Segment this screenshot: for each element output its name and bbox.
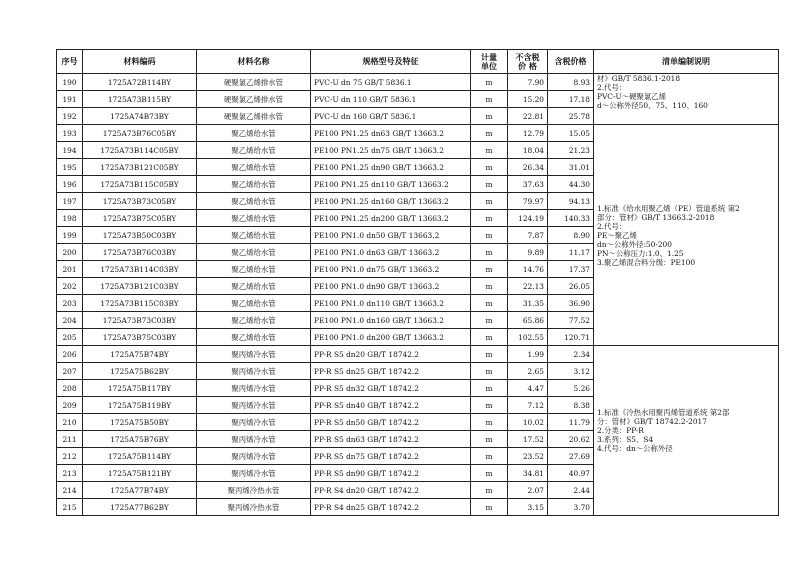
cell-name: 聚丙烯冷水管 — [197, 346, 311, 363]
cell-code: 1725A73B73C05BY — [83, 193, 197, 210]
cell-name: 聚丙烯冷水管 — [197, 397, 311, 414]
cell-code: 1725A75B119BY — [83, 397, 197, 414]
cell-name: 聚丙烯冷水管 — [197, 380, 311, 397]
cell-no: 212 — [57, 448, 83, 465]
cell-spec: PE100 PN1.25 dn110 GB/T 13663.2 — [311, 176, 471, 193]
cell-name: 聚丙烯冷水管 — [197, 431, 311, 448]
cell-code: 1725A73B115BY — [83, 91, 197, 108]
cell-name: 聚乙烯给水管 — [197, 278, 311, 295]
cell-price-ex: 3.15 — [508, 499, 548, 516]
cell-unit: m — [471, 346, 508, 363]
cell-price-in: 3.70 — [548, 499, 594, 516]
cell-spec: PP-R S5 dn20 GB/T 18742.2 — [311, 346, 471, 363]
header-unit-line2: 单位 — [481, 60, 497, 71]
cell-unit: m — [471, 278, 508, 295]
table-row — [57, 74, 779, 91]
cell-spec: PP-R S5 dn50 GB/T 18742.2 — [311, 414, 471, 431]
note-line: 2.代号： — [597, 83, 627, 92]
cell-no: 196 — [57, 176, 83, 193]
cell-code: 1725A75B121BY — [83, 465, 197, 482]
cell-unit: m — [471, 91, 508, 108]
cell-price-ex: 10.02 — [508, 414, 548, 431]
cell-spec: PVC-U dn 75 GB/T 5836.1 — [311, 74, 471, 91]
cell-unit: m — [471, 210, 508, 227]
cell-price-ex: 102.55 — [508, 329, 548, 346]
cell-no: 200 — [57, 244, 83, 261]
cell-no: 215 — [57, 499, 83, 516]
note-line: dn～公称外径:50-200 — [597, 239, 672, 249]
header-price-ex-line2: 价 格 — [518, 60, 537, 71]
cell-name: 聚乙烯给水管 — [197, 193, 311, 210]
note-line: PN～公称压力:1.0、1.25 — [597, 248, 684, 258]
note-line: PE～聚乙烯 — [597, 230, 637, 240]
cell-spec: PE100 PN1.0 dn90 GB/T 13663.2 — [311, 278, 471, 295]
note-line: 1.标准《冷热水用聚丙烯管道系统 第2部 — [597, 408, 730, 417]
cell-price-in: 77.52 — [548, 312, 594, 329]
cell-code: 1725A72B114BY — [83, 74, 197, 91]
cell-unit: m — [471, 74, 508, 91]
cell-spec: PVC-U dn 110 GB/T 5836.1 — [311, 91, 471, 108]
cell-code: 1725A73B114C03BY — [83, 261, 197, 278]
cell-unit: m — [471, 380, 508, 397]
header-unit-line1: 计量 — [481, 51, 497, 62]
cell-code: 1725A73B115C03BY — [83, 295, 197, 312]
cell-price-in: 17.18 — [548, 91, 594, 108]
cell-unit: m — [471, 363, 508, 380]
note-line: 4.代号：dn～公称外径 — [597, 444, 673, 453]
cell-code: 1725A73B114C05BY — [83, 142, 197, 159]
cell-no: 206 — [57, 346, 83, 363]
cell-price-in: 40.97 — [548, 465, 594, 482]
cell-spec: PE100 PN1.0 dn50 GB/T 13663.2 — [311, 227, 471, 244]
note-cell-ppr — [594, 346, 779, 516]
cell-name: 聚乙烯给水管 — [197, 142, 311, 159]
cell-code: 1725A73B73C03BY — [83, 312, 197, 329]
note-cell-pe — [594, 125, 779, 346]
cell-price-in: 2.44 — [548, 482, 594, 499]
cell-unit: m — [471, 499, 508, 516]
cell-price-ex: 17.52 — [508, 431, 548, 448]
cell-no: 207 — [57, 363, 83, 380]
cell-unit: m — [471, 397, 508, 414]
cell-no: 202 — [57, 278, 83, 295]
cell-name: 聚丙烯冷热水管 — [197, 482, 311, 499]
table-row — [57, 346, 779, 363]
cell-name: 聚丙烯冷水管 — [197, 414, 311, 431]
cell-unit: m — [471, 108, 508, 125]
cell-code: 1725A75B117BY — [83, 380, 197, 397]
cell-code: 1725A75B74BY — [83, 346, 197, 363]
cell-no: 203 — [57, 295, 83, 312]
cell-code: 1725A75B114BY — [83, 448, 197, 465]
cell-no: 192 — [57, 108, 83, 125]
cell-no: 194 — [57, 142, 83, 159]
cell-spec: PE100 PN1.0 dn75 GB/T 13663.2 — [311, 261, 471, 278]
cell-unit: m — [471, 159, 508, 176]
cell-price-ex: 23.52 — [508, 448, 548, 465]
cell-name: 聚乙烯给水管 — [197, 312, 311, 329]
note-line: 3.系列：S5、S4 — [597, 435, 654, 444]
cell-no: 191 — [57, 91, 83, 108]
cell-name: 硬聚氯乙烯排水管 — [197, 108, 311, 125]
cell-name: 聚乙烯给水管 — [197, 227, 311, 244]
header-price-in: 含税价格 — [548, 50, 594, 74]
cell-no: 209 — [57, 397, 83, 414]
cell-code: 1725A73B76C03BY — [83, 244, 197, 261]
cell-name: 硬聚氯乙烯排水管 — [197, 91, 311, 108]
cell-spec: PP-R S5 dn63 GB/T 18742.2 — [311, 431, 471, 448]
note-cell-pvc — [594, 74, 779, 125]
cell-name: 聚乙烯给水管 — [197, 261, 311, 278]
cell-no: 190 — [57, 74, 83, 91]
cell-no: 205 — [57, 329, 83, 346]
cell-unit: m — [471, 142, 508, 159]
cell-no: 195 — [57, 159, 83, 176]
cell-spec: PE100 PN1.25 dn63 GB/T 13663.2 — [311, 125, 471, 142]
note-line: 材》GB/T 5836.1-2018 — [597, 74, 681, 83]
cell-price-ex: 7.90 — [508, 74, 548, 91]
cell-price-ex: 15.20 — [508, 91, 548, 108]
cell-price-ex: 65.86 — [508, 312, 548, 329]
cell-spec: PP-R S4 dn25 GB/T 18742.2 — [311, 499, 471, 516]
cell-code: 1725A73B121C03BY — [83, 278, 197, 295]
cell-price-in: 2.34 — [548, 346, 594, 363]
cell-spec: PP-R S5 dn40 GB/T 18742.2 — [311, 397, 471, 414]
table-row — [57, 125, 779, 142]
cell-price-in: 21.23 — [548, 142, 594, 159]
cell-price-in: 140.33 — [548, 210, 594, 227]
cell-spec: PP-R S5 dn25 GB/T 18742.2 — [311, 363, 471, 380]
header-spec: 规格型号及特征 — [311, 50, 471, 74]
cell-unit: m — [471, 261, 508, 278]
cell-name: 聚乙烯给水管 — [197, 176, 311, 193]
cell-no: 211 — [57, 431, 83, 448]
note-line: 3.聚乙烯混合料分级：PE100 — [597, 257, 696, 267]
cell-price-in: 94.13 — [548, 193, 594, 210]
cell-price-ex: 18.04 — [508, 142, 548, 159]
cell-code: 1725A77B74BY — [83, 482, 197, 499]
cell-code: 1725A73B115C05BY — [83, 176, 197, 193]
cell-price-in: 36.90 — [548, 295, 594, 312]
cell-name: 硬聚氯乙烯排水管 — [197, 74, 311, 91]
cell-price-ex: 22.13 — [508, 278, 548, 295]
cell-unit: m — [471, 465, 508, 482]
cell-price-ex: 9.89 — [508, 244, 548, 261]
cell-name: 聚乙烯给水管 — [197, 210, 311, 227]
cell-unit: m — [471, 414, 508, 431]
header-no: 序号 — [57, 50, 83, 74]
cell-no: 210 — [57, 414, 83, 431]
cell-code: 1725A74B73BY — [83, 108, 197, 125]
cell-price-in: 31.01 — [548, 159, 594, 176]
cell-price-ex: 124.19 — [508, 210, 548, 227]
cell-unit: m — [471, 295, 508, 312]
cell-name: 聚乙烯给水管 — [197, 295, 311, 312]
cell-unit: m — [471, 482, 508, 499]
cell-price-ex: 7.12 — [508, 397, 548, 414]
cell-code: 1725A77B62BY — [83, 499, 197, 516]
cell-name: 聚丙烯冷水管 — [197, 363, 311, 380]
cell-name: 聚乙烯给水管 — [197, 244, 311, 261]
cell-no: 201 — [57, 261, 83, 278]
cell-code: 1725A73B75C03BY — [83, 329, 197, 346]
note-line: PVC-U～硬聚氯乙烯 — [597, 92, 667, 101]
cell-spec: PE100 PN1.0 dn63 GB/T 13663.2 — [311, 244, 471, 261]
cell-price-ex: 14.76 — [508, 261, 548, 278]
cell-code: 1725A73B50C03BY — [83, 227, 197, 244]
price-table — [56, 49, 779, 516]
cell-spec: PE100 PN1.0 dn110 GB/T 13663.2 — [311, 295, 471, 312]
cell-price-ex: 2.07 — [508, 482, 548, 499]
cell-price-in: 20.62 — [548, 431, 594, 448]
cell-name: 聚丙烯冷热水管 — [197, 499, 311, 516]
cell-spec: PE100 PN1.25 dn200 GB/T 13663.2 — [311, 210, 471, 227]
cell-price-in: 27.69 — [548, 448, 594, 465]
cell-price-in: 11.17 — [548, 244, 594, 261]
header-price-ex — [508, 50, 548, 74]
cell-no: 193 — [57, 125, 83, 142]
cell-price-in: 8.38 — [548, 397, 594, 414]
cell-name: 聚乙烯给水管 — [197, 159, 311, 176]
cell-code: 1725A75B50BY — [83, 414, 197, 431]
header-price-ex-line1: 不含税 — [515, 51, 540, 62]
header-note: 清单编制说明 — [594, 50, 779, 74]
cell-price-ex: 34.81 — [508, 465, 548, 482]
cell-name: 聚乙烯给水管 — [197, 125, 311, 142]
note-line: 2.代号： — [597, 221, 627, 231]
cell-code: 1725A73B76C05BY — [83, 125, 197, 142]
cell-unit: m — [471, 312, 508, 329]
cell-no: 198 — [57, 210, 83, 227]
cell-spec: PP-R S4 dn20 GB/T 18742.2 — [311, 482, 471, 499]
cell-unit: m — [471, 431, 508, 448]
cell-price-in: 25.78 — [548, 108, 594, 125]
cell-spec: PP-R S5 dn75 GB/T 18742.2 — [311, 448, 471, 465]
cell-code: 1725A75B76BY — [83, 431, 197, 448]
cell-no: 214 — [57, 482, 83, 499]
header-name: 材料名称 — [197, 50, 311, 74]
cell-no: 208 — [57, 380, 83, 397]
cell-price-in: 26.05 — [548, 278, 594, 295]
cell-spec: PP-R S5 dn90 GB/T 18742.2 — [311, 465, 471, 482]
cell-price-ex: 37.63 — [508, 176, 548, 193]
cell-unit: m — [471, 227, 508, 244]
note-line: 分：管材》GB/T 18742.2-2017 — [597, 417, 707, 426]
cell-price-ex: 26.34 — [508, 159, 548, 176]
cell-price-in: 8.90 — [548, 227, 594, 244]
header-row — [57, 50, 779, 74]
cell-no: 199 — [57, 227, 83, 244]
cell-price-ex: 1.99 — [508, 346, 548, 363]
cell-no: 204 — [57, 312, 83, 329]
cell-unit: m — [471, 125, 508, 142]
cell-spec: PE100 PN1.0 dn200 GB/T 13663.2 — [311, 329, 471, 346]
note-line: 1.标准《给水用聚乙烯（PE）管道系统 第2 — [597, 203, 740, 213]
cell-code: 1725A75B62BY — [83, 363, 197, 380]
cell-price-in: 8.93 — [548, 74, 594, 91]
header-code: 材料编码 — [83, 50, 197, 74]
cell-unit: m — [471, 176, 508, 193]
cell-unit: m — [471, 329, 508, 346]
cell-price-ex: 4.47 — [508, 380, 548, 397]
cell-unit: m — [471, 448, 508, 465]
cell-spec: PE100 PN1.25 dn160 GB/T 13663.2 — [311, 193, 471, 210]
cell-name: 聚乙烯给水管 — [197, 329, 311, 346]
cell-spec: PE100 PN1.0 dn160 GB/T 13663.2 — [311, 312, 471, 329]
cell-price-in: 5.26 — [548, 380, 594, 397]
note-line: 2.分类：PP-R — [597, 426, 644, 435]
cell-price-in: 17.37 — [548, 261, 594, 278]
cell-unit: m — [471, 244, 508, 261]
cell-code: 1725A73B121C05BY — [83, 159, 197, 176]
cell-spec: PE100 PN1.25 dn90 GB/T 13663.2 — [311, 159, 471, 176]
cell-name: 聚丙烯冷水管 — [197, 448, 311, 465]
cell-price-ex: 12.79 — [508, 125, 548, 142]
cell-price-in: 15.05 — [548, 125, 594, 142]
table-body — [57, 74, 779, 516]
cell-price-in: 120.71 — [548, 329, 594, 346]
cell-spec: PVC-U dn 160 GB/T 5836.1 — [311, 108, 471, 125]
cell-no: 213 — [57, 465, 83, 482]
header-unit — [471, 50, 508, 74]
cell-price-ex: 22.81 — [508, 108, 548, 125]
cell-price-ex: 79.97 — [508, 193, 548, 210]
note-line: d～公称外径50、75、110、160 — [597, 101, 708, 110]
cell-price-in: 11.79 — [548, 414, 594, 431]
cell-price-ex: 7.87 — [508, 227, 548, 244]
cell-price-in: 3.12 — [548, 363, 594, 380]
cell-code: 1725A73B75C05BY — [83, 210, 197, 227]
cell-price-ex: 2.65 — [508, 363, 548, 380]
cell-price-ex: 31.35 — [508, 295, 548, 312]
cell-no: 197 — [57, 193, 83, 210]
cell-spec: PE100 PN1.25 dn75 GB/T 13663.2 — [311, 142, 471, 159]
cell-spec: PP-R S5 dn32 GB/T 18742.2 — [311, 380, 471, 397]
cell-name: 聚丙烯冷水管 — [197, 465, 311, 482]
cell-price-in: 44.30 — [548, 176, 594, 193]
note-line: 部分：管材》GB/T 13663.2-2018 — [597, 212, 715, 222]
cell-unit: m — [471, 193, 508, 210]
